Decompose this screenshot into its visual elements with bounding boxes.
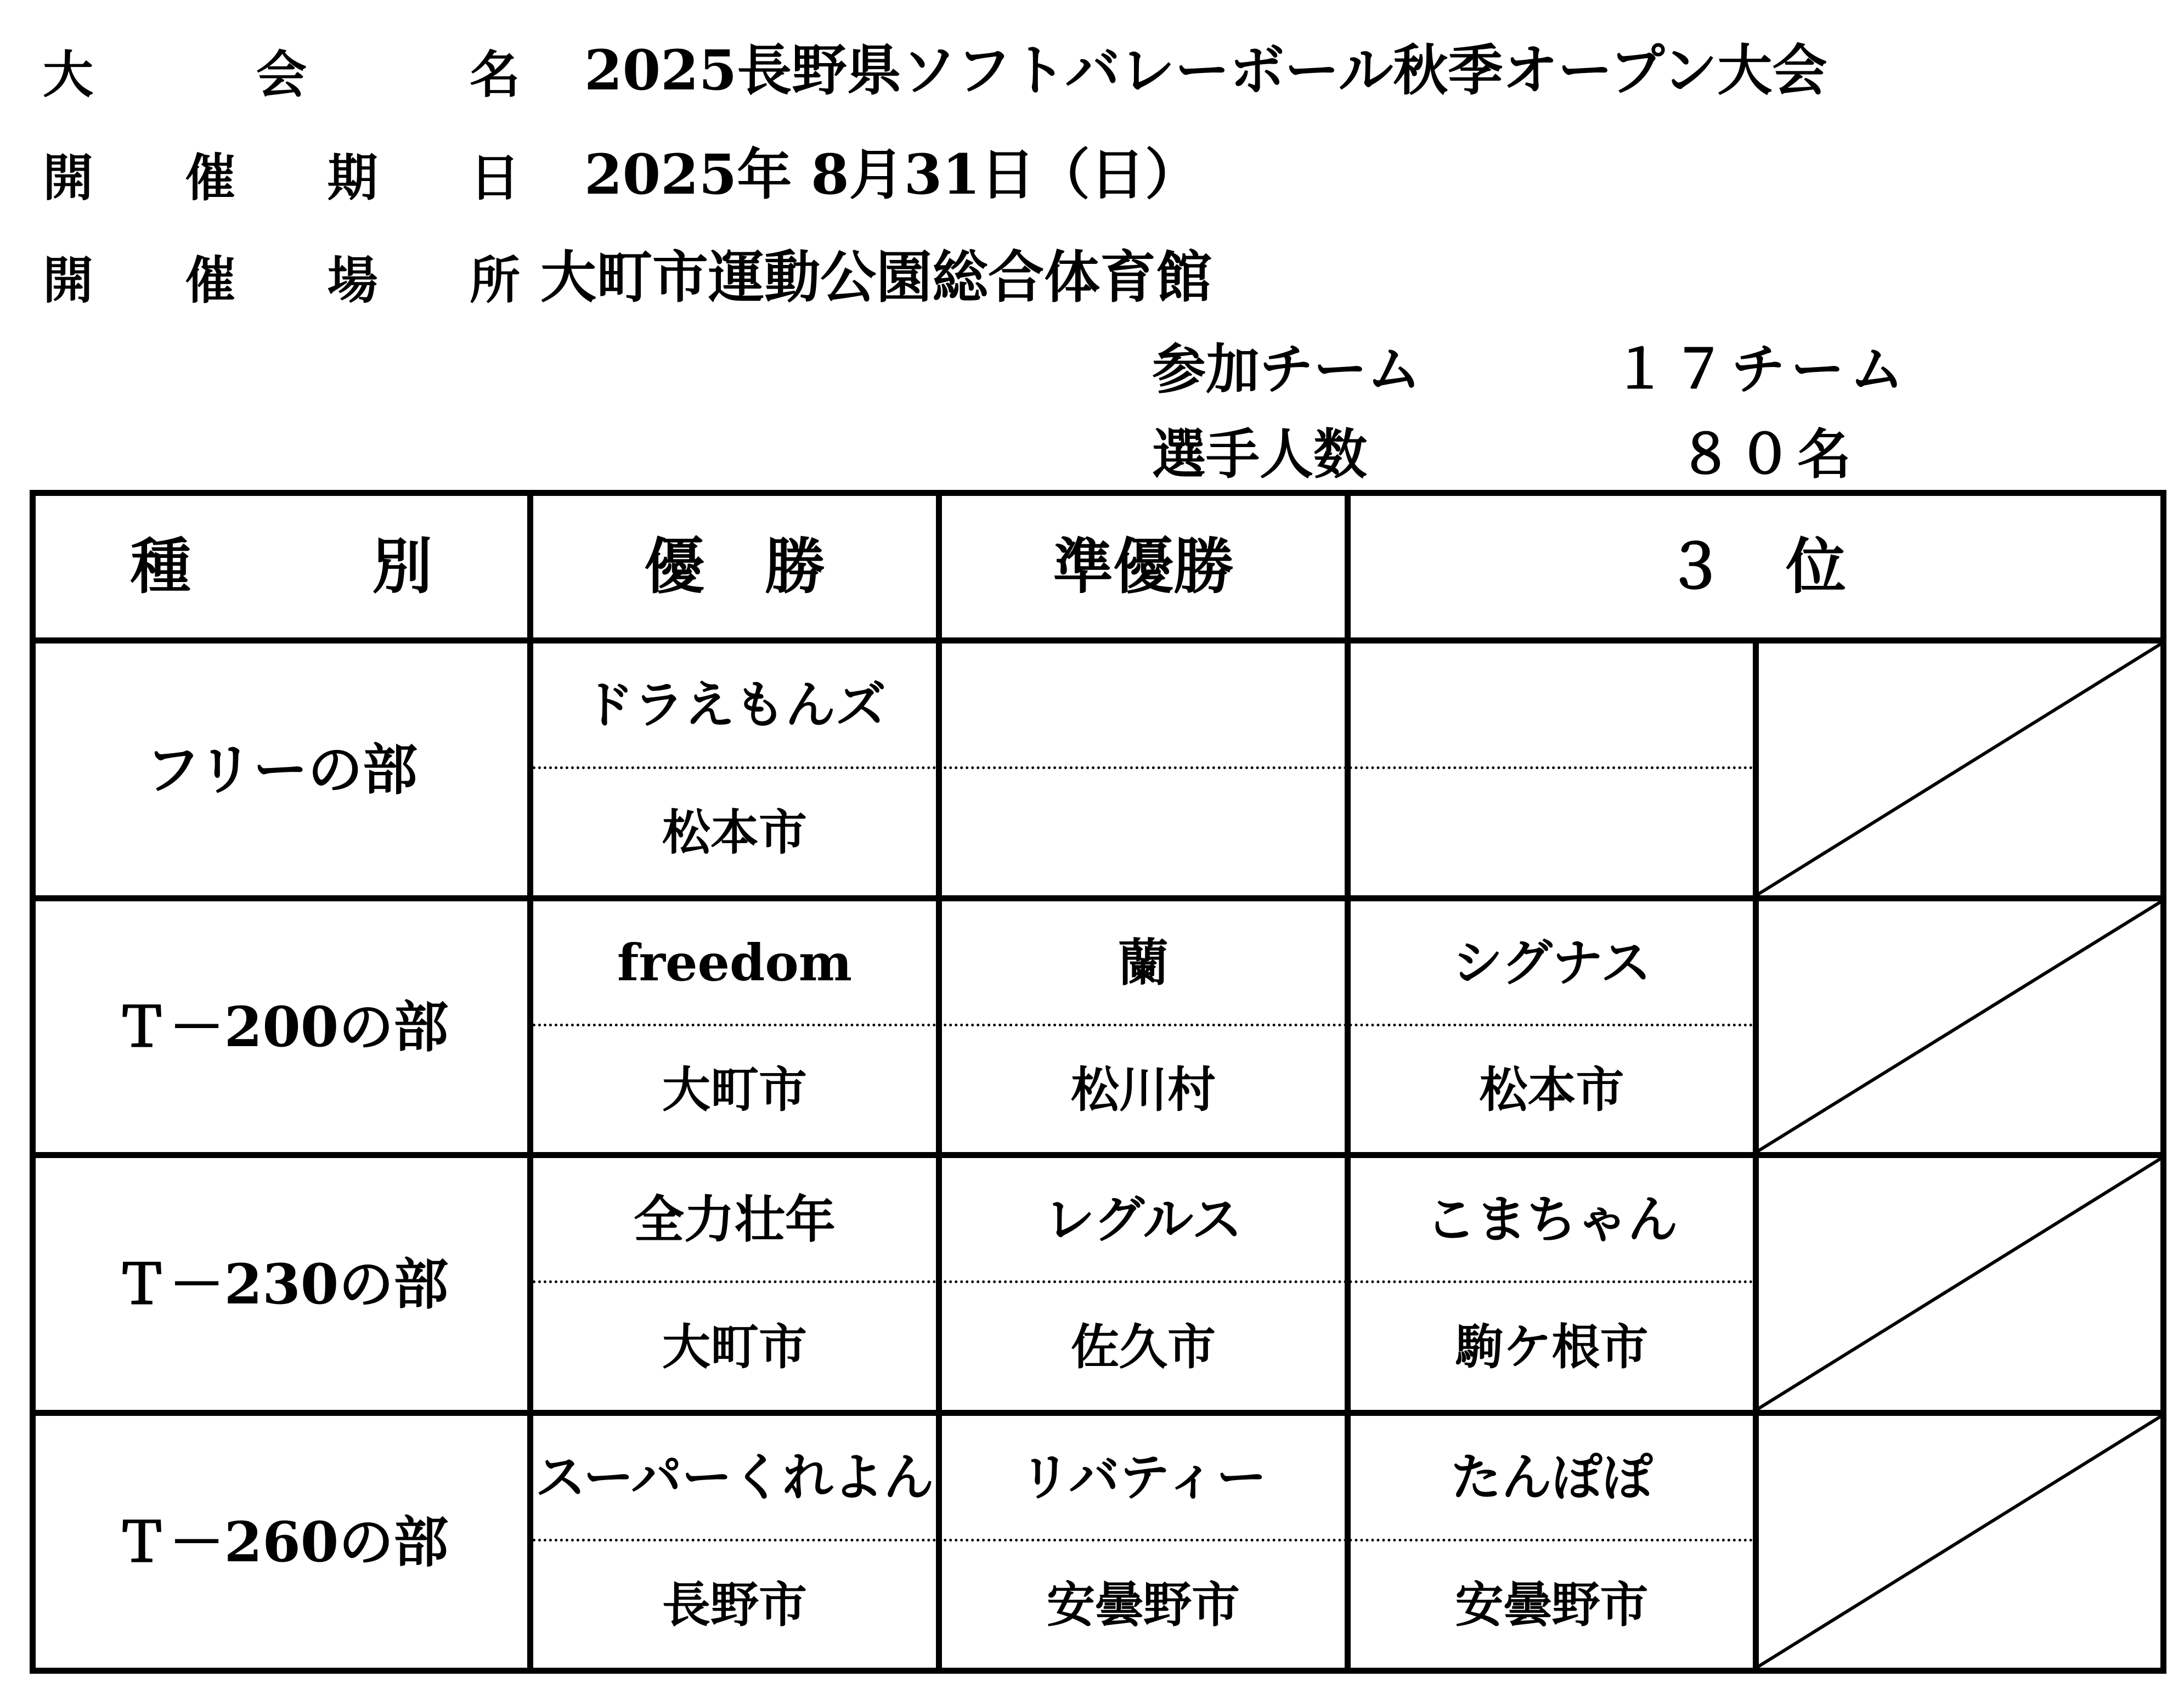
label-char: 大: [43, 45, 94, 104]
header-winner: 優 勝: [644, 531, 825, 602]
label-char: 所: [469, 251, 520, 310]
category-cell: Ｔ－230の部: [114, 1251, 449, 1317]
third-city: 松本市: [1479, 1060, 1624, 1118]
label-char: 開: [43, 148, 94, 207]
runner-up-city: [942, 769, 1345, 895]
winner-team: freedom: [617, 933, 853, 992]
venue-name: 大町市運動公園総合体育館: [540, 245, 1212, 310]
winner-city: 長野市: [662, 1576, 807, 1633]
header-third-place: ３ 位: [1665, 531, 1846, 602]
runner-up-city: 松川村: [1070, 1060, 1216, 1118]
label-char: 催: [185, 251, 236, 310]
winner-team: ドラえもんズ: [583, 675, 886, 735]
label-char: 会: [256, 45, 307, 104]
winner-team: 全力壮年: [633, 1189, 836, 1249]
players-label: 選手人数: [1152, 423, 1368, 486]
third-team: たんぽぽ: [1451, 1448, 1653, 1507]
slash-line: [1756, 643, 2162, 896]
runner-up-team: リバティー: [1020, 1448, 1267, 1507]
runner-up-team: [942, 643, 1345, 766]
runner-up-team: 蘭: [1118, 933, 1169, 992]
winner-city: 大町市: [662, 1318, 807, 1375]
label-char: 名: [469, 45, 520, 104]
slash-line: [1756, 1416, 2162, 1668]
third-city: 駒ケ根市: [1455, 1318, 1649, 1375]
label-char: 場: [327, 251, 378, 310]
winner-team: スーパーくれよん: [535, 1448, 934, 1507]
category-cell: Ｔ－200の部: [114, 994, 449, 1059]
label-char: 開: [43, 251, 94, 310]
third-city: [1351, 769, 1753, 895]
teams-value: １７チーム: [1613, 338, 1910, 401]
third-team: [1351, 643, 1753, 766]
winner-city: 大町市: [662, 1060, 807, 1118]
teams-label: 参加チーム: [1152, 338, 1421, 401]
winner-city: 松本市: [662, 804, 807, 861]
category-cell: フリーの部: [145, 737, 417, 802]
runner-up-city: 佐久市: [1070, 1318, 1216, 1375]
players-value: ８０名: [1679, 423, 1857, 486]
runner-up-team: レグルス: [1044, 1189, 1243, 1249]
header-category: 種 別: [131, 531, 432, 602]
slash-line: [1756, 901, 2162, 1153]
category-cell: Ｔ－260の部: [114, 1509, 449, 1574]
event-date: 2025年 8月31日（日）: [584, 142, 1200, 207]
runner-up-city: 安曇野市: [1046, 1576, 1240, 1633]
slash-line: [1756, 1158, 2162, 1410]
label-char: 日: [469, 148, 520, 207]
third-team: シグナス: [1452, 933, 1651, 992]
header-runner-up: 準優勝: [1053, 531, 1234, 602]
third-team: こまちゃん: [1425, 1189, 1678, 1249]
tournament-name: 2025長野県ソフトバレーボール秋季オープン大会: [584, 38, 1827, 103]
label-char: 期: [327, 148, 378, 207]
label-char: 催: [185, 148, 236, 207]
third-city: 安曇野市: [1455, 1576, 1649, 1633]
